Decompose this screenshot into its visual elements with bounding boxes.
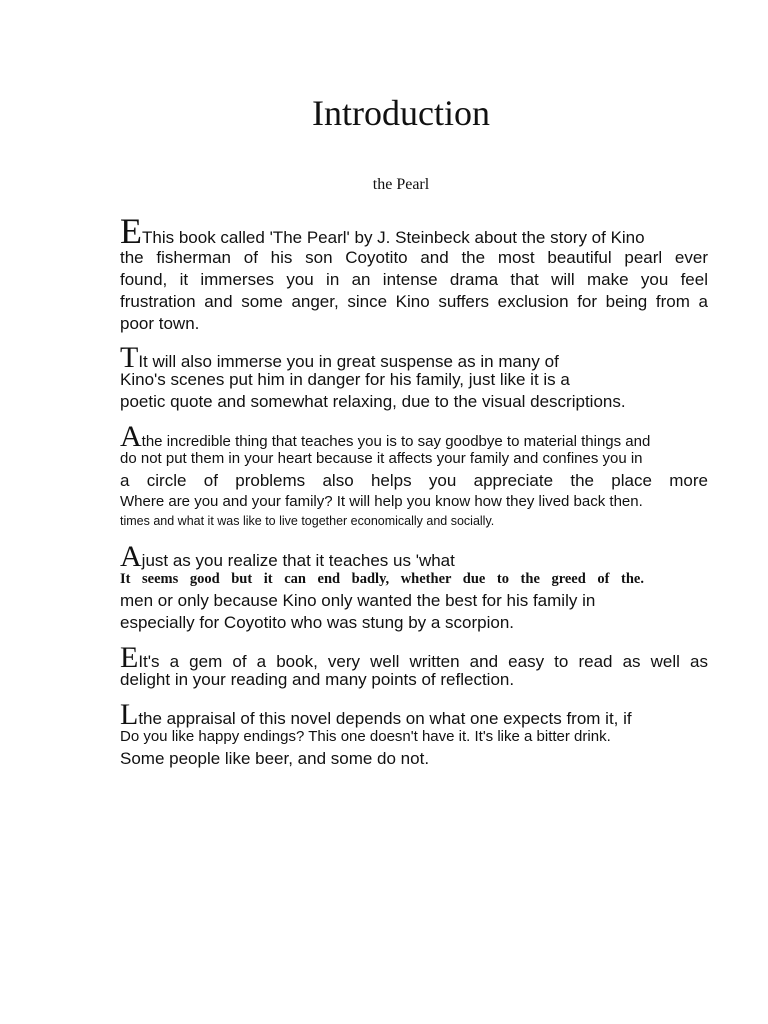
paragraph-line: frustration and some anger, since Kino suffers exclusion for being from a [120,292,708,311]
paragraph-line: Where are you and your family? It will help you know how they lived back then. [120,493,643,510]
drop-cap: E [120,211,142,251]
paragraph-line: times and what it was like to live together economically and socially. [120,514,495,528]
paragraph-line: It seems good but it can end badly, whether due to the greed of the. [120,571,644,587]
paragraph-line: poetic quote and somewhat relaxing, due to the visual descriptions. [120,392,626,411]
paragraph-line: especially for Coyotito who was stung by a scorpion. [120,613,515,632]
paragraph-line: Athe incredible thing that teaches you is to say goodbye to material things and [120,420,651,453]
paragraph-line: men or only because Kino only wanted the best for his family in [120,591,596,610]
drop-cap: A [120,420,142,453]
paragraph-line: Lthe appraisal of this novel depends on what one expects from it, if [120,698,632,731]
paragraph-line: found, it immerses you in an intense drama that will make you feel [120,270,708,289]
paragraph-line: the fisherman of his son Coyotito and the most beautiful pearl ever [120,248,708,267]
drop-cap: A [120,540,142,573]
paragraph-line: TIt will also immerse you in great suspense as in many of [120,341,559,374]
drop-cap: T [120,341,139,374]
paragraph-line: delight in your reading and many points of reflection. [120,670,515,689]
page-title: Introduction [312,93,490,133]
paragraph-line: EIt's a gem of a book, very well written and easy to read as well as [120,641,708,674]
paragraph-line: Kino's scenes put him in danger for his family, just like it is a [120,370,570,389]
paragraph-line: Do you like happy endings? This one doesn't have it. It's like a bitter drink. [120,728,611,745]
drop-cap: L [120,698,139,731]
paragraph-line: poor town. [120,314,200,333]
paragraph-line: Ajust as you realize that it teaches us 'what [120,540,455,573]
page-subtitle: the Pearl [372,176,430,193]
paragraph-line: EThis book called 'The Pearl' by J. Steinbeck about the story of Kino [120,211,645,251]
paragraph-line: Some people like beer, and some do not. [120,749,430,768]
paragraph-line: a circle of problems also helps you appreciate the place more [120,471,708,490]
paragraph-line: do not put them in your heart because it affects your family and confines you in [120,450,643,467]
drop-cap: E [120,641,139,674]
